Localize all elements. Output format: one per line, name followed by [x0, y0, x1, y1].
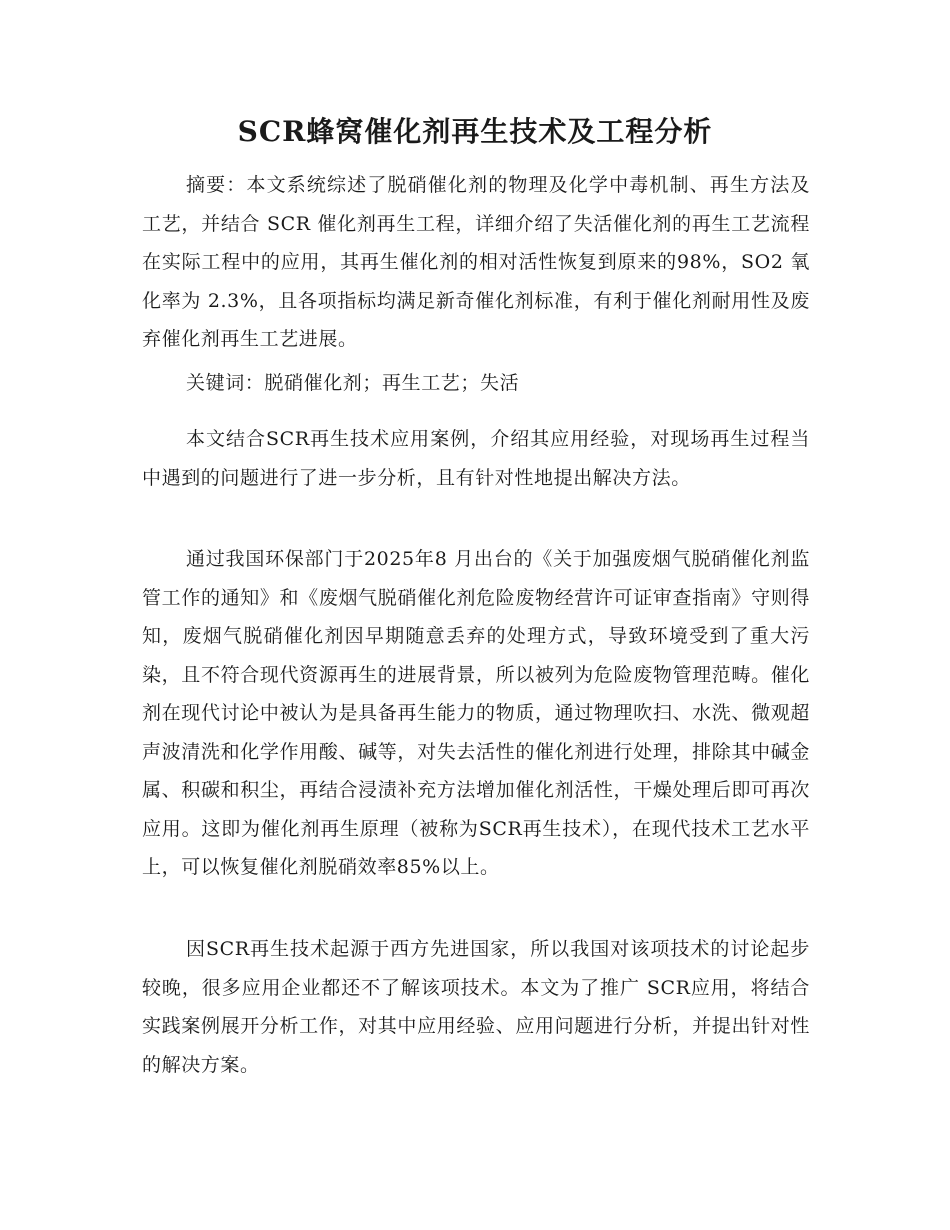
body-paragraph-1: 通过我国环保部门于2025年8 月出台的《关于加强废烟气脱硝催化剂监管工作的通知》和《废烟气脱硝催化剂危险废物经营许可证审查指南》守则得知，废烟气脱硝催化剂因早期随意丢弃的处理方式，导致环境受到了重大污染，且不符合现代资源再生的进展背景，所以被列为危险废物管理范畴。催化剂在现代讨论中被认为是具备再生能力的物质，通过物理吹扫、水洗、微观超声波清洗和化学作用酸、碱等，对失去活性的催化剂进行处理，排除其中碱金属、积碳和积尘，再结合浸渍补充方法增加催化剂活性，干燥处理后即可再次应用。这即为催化剂再生原理（被称为SCR再生技术），在现代技术工艺水平上，可以恢复催化剂脱硝效率85%以上。	[142, 548, 810, 878]
intro-paragraph: 本文结合SCR再生技术应用案例，介绍其应用经验，对现场再生过程当中遇到的问题进行了进一步分析，且有针对性地提出解决方法。	[142, 428, 810, 489]
abstract-paragraph: 摘要：本文系统综述了脱硝催化剂的物理及化学中毒机制、再生方法及工艺，并结合 SCR 催化剂再生工程，详细介绍了失活催化剂的再生工艺流程在实际工程中的应用，其再生催化剂的相对活性恢复到原来的98%，SO2 氧化率为 2.3%，且各项指标均满足新奇催化剂标准，有利于催化剂耐用性及废弃催化剂再生工艺进展。	[142, 174, 810, 350]
body-paragraph-2: 因SCR再生技术起源于西方先进国家，所以我国对该项技术的讨论起步较晚，很多应用企业都还不了解该项技术。本文为了推广 SCR应用，将结合实践案例展开分析工作，对其中应用经验、应用问题进行分析，并提出针对性的解决方案。	[142, 938, 810, 1076]
document-title: SCR蜂窝催化剂再生技术及工程分析	[237, 115, 713, 148]
keywords-paragraph: 关键词：脱硝催化剂；再生工艺；失活	[186, 372, 520, 394]
